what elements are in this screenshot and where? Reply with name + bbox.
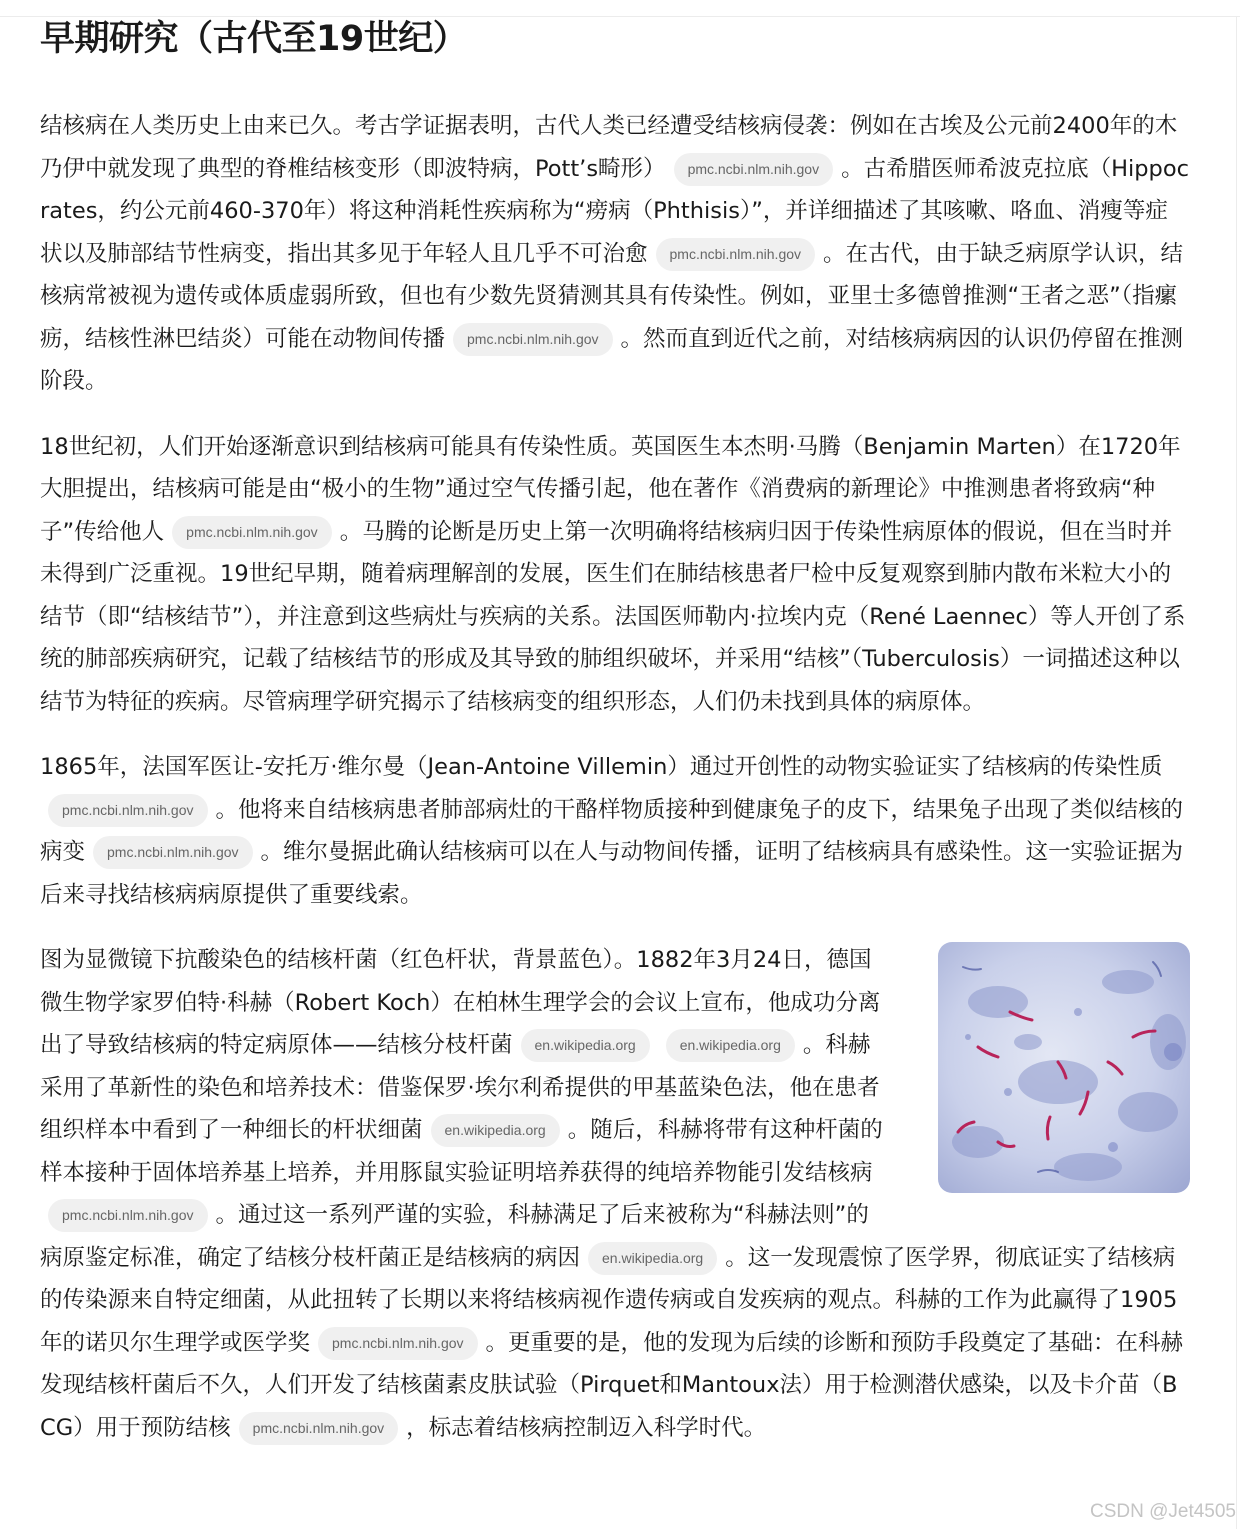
section-heading: 早期研究（古代至19世纪） <box>40 19 468 59</box>
source-link-chip[interactable]: pmc.ncbi.nlm.nih.gov <box>318 1327 478 1360</box>
paragraph-text: 图为显微镜下抗酸染色的结核杆菌（红色杆状，背景蓝色）。1882年3月24日，德国微生物学家罗伯特·科赫（Robert Koch）在柏林生理学会的会议上宣布，他成功分离出了导致结核病的特定病原体——结核分枝杆菌 <box>40 947 881 1058</box>
paragraph-text: 。他将来自结核病患者肺部病灶的干酪样物质接种到健康兔子的皮下，结果兔子出现了类似结核的病变 <box>40 796 1184 865</box>
source-link-chip[interactable]: en.wikipedia.org <box>588 1242 717 1275</box>
tuberculosis-micrograph-image[interactable] <box>938 942 1190 1193</box>
article-section <box>40 14 1190 1449</box>
csdn-watermark: CSDN @Jet4505 <box>1089 1501 1236 1522</box>
source-link-chip[interactable]: pmc.ncbi.nlm.nih.gov <box>93 836 253 869</box>
source-link-chip[interactable]: pmc.ncbi.nlm.nih.gov <box>172 516 332 549</box>
source-link-chip[interactable]: pmc.ncbi.nlm.nih.gov <box>656 238 816 271</box>
paragraph-text: 。科赫采用了革新性的染色和培养技术：借鉴保罗·埃尔利希提供的甲基蓝染色法，他在患者组织样本中看到了一种细长的杆状细菌 <box>40 1032 880 1143</box>
source-link-chip[interactable]: pmc.ncbi.nlm.nih.gov <box>48 1199 208 1232</box>
paragraph-text: 。古希腊医师希波克拉底（Hippocrates，约公元前460-370年）将这种消耗性疾病称为“痨病（Phthisis）”，并详细描述了其咳嗽、咯血、消瘦等症状以及肺部结节性病变，指出其多见于年轻人且几乎不可治愈 <box>40 155 1189 267</box>
paragraph-koch <box>40 939 1190 1449</box>
paragraph-text: 。维尔曼据此确认结核病可以在人与动物间传播，证明了结核病具有感染性。这一实验证据为后来寻找结核病病原提供了重要线索。 <box>40 839 1184 908</box>
paragraph-text: 。在古代，由于缺乏病原学认识，结核病常被视为遗传或体质虚弱所致，但也有少数先贤猜测其具有传染性。例如，亚里士多德曾推测“王者之恶”（指瘰疬，结核性淋巴结炎）可能在动物间传播 <box>40 240 1184 352</box>
paragraph-villemin <box>40 746 1190 916</box>
paragraph-text: 18世纪初，人们开始逐渐意识到结核病可能具有传染性质。英国医生本杰明·马腾（Benjamin Marten）在1720年大胆提出，结核病可能是由“极小的生物”通过空气传播引起，他在著作《消费病的新理论》中推测患者将致病“种子”传给他人 <box>40 433 1181 545</box>
source-link-chip[interactable]: en.wikipedia.org <box>521 1029 650 1062</box>
source-link-chip[interactable]: pmc.ncbi.nlm.nih.gov <box>239 1412 399 1445</box>
source-link-chip[interactable]: pmc.ncbi.nlm.nih.gov <box>674 153 834 186</box>
paragraph-text: 1865年，法国军医让-安托万·维尔曼（Jean-Antoine Villemin）通过开创性的动物实验证实了结核病的传染性质 <box>40 754 1163 780</box>
paragraph-text: ，标志着结核病控制迈入科学时代。 <box>406 1414 767 1441</box>
paragraph-text: 。通过这一系列严谨的实验，科赫满足了后来被称为“科赫法则”的病原鉴定标准，确定了结核分枝杆菌正是结核病的病因 <box>40 1202 869 1271</box>
source-link-chip[interactable]: pmc.ncbi.nlm.nih.gov <box>48 794 208 827</box>
paragraph-text: 。随后，科赫将带有这种杆菌的样本接种于固体培养基上培养，并用豚鼠实验证明培养获得的纯培养物能引发结核病 <box>40 1117 883 1186</box>
right-divider <box>1236 16 1237 1529</box>
paragraph-text: 结核病在人类历史上由来已久。考古学证据表明，古代人类已经遭受结核病侵袭：例如在古埃及公元前2400年的木乃伊中就发现了典型的脊椎结核变形（即波特病，Pott’s畸形） <box>40 113 1178 182</box>
source-link-chip[interactable]: pmc.ncbi.nlm.nih.gov <box>453 323 613 356</box>
paragraph-text: 。然而直到近代之前，对结核病病因的认识仍停留在推测阶段。 <box>40 325 1184 394</box>
paragraph-text: 。这一发现震惊了医学界，彻底证实了结核病的传染源来自特定细菌，从此扭转了长期以来将结核病视作遗传病或自发疾病的观点。科赫的工作为此赢得了1905年的诺贝尔生理学或医学奖 <box>40 1244 1178 1356</box>
source-link-chip[interactable]: en.wikipedia.org <box>431 1114 560 1147</box>
source-link-chip[interactable]: en.wikipedia.org <box>666 1029 795 1062</box>
paragraph-ancient <box>40 105 1190 403</box>
paragraph-text: 。马腾的论断是历史上第一次明确将结核病归因于传染性病原体的假说，但在当时并未得到广泛重视。19世纪早期，随着病理解剖的发展，医生们在肺结核患者尸检中反复观察到肺内散布米粒大小的结节（即“结核结节”），并注意到这些病灶与疾病的关系。法国医师勒内·拉埃内克（René Laennec）等人开创了系统的肺部疾病研究，记载了结核结节的形成及其导致的肺组织破坏，并采用“结核”（Tuberculosis）一词描述这种以结节为特征的疾病。尽管病理学研究揭示了结核病变的组织形态，人们仍未找到具体的病原体。 <box>40 518 1186 715</box>
paragraph-18th-century <box>40 426 1190 724</box>
paragraph-text: 。更重要的是，他的发现为后续的诊断和预防手段奠定了基础：在科赫发现结核杆菌后不久，人们开发了结核菌素皮肤试验（Pirquet和Mantoux法）用于检测潜伏感染，以及卡介苗（BCG）用于预防结核 <box>40 1329 1184 1441</box>
